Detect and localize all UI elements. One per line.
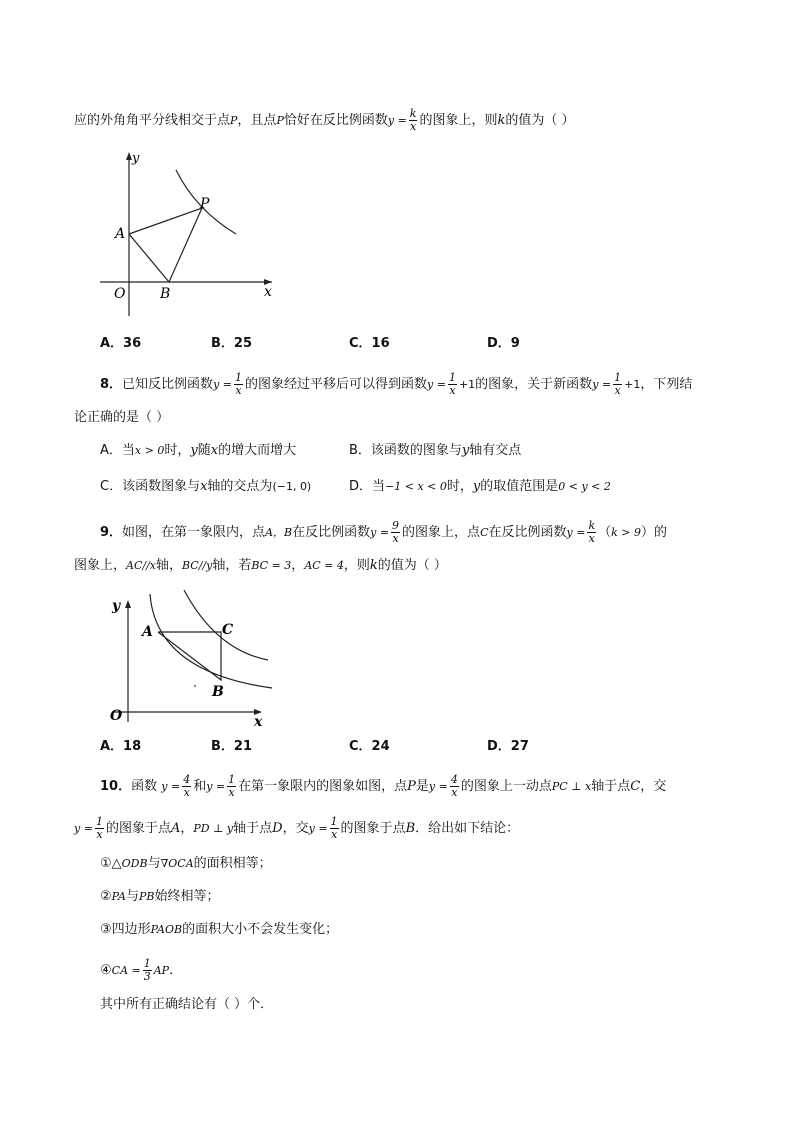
q7-text: 应的外角角平分线相交于点: [74, 113, 231, 128]
q9-option-c: C．24: [349, 739, 390, 754]
q9-y-arrow: [125, 600, 131, 608]
q7-y-eq: y =: [387, 114, 407, 127]
q9-label-x: x: [254, 714, 263, 730]
q7-option-b: B．25: [211, 336, 252, 351]
q7-label-x: x: [264, 284, 272, 300]
q9-label-b: B: [212, 684, 224, 700]
q10-line1: 10．函数 y = $\frac{4}{x}$ 和y = $\frac{1}{x}$ 在第一象限内的图象如图，点P是y = $\frac{4}{x}$ 的图象上一动点PC ⊥ x轴于点C，交: [100, 773, 667, 799]
q8-option-d: D．当−1 < x < 0时，y的取值范围是0 < y < 2: [349, 479, 611, 494]
q9-label-a: A: [142, 624, 153, 640]
q9-line1: 9．如图，在第一象限内，点A，B在反比例函数y = $\frac{9}{x}$ 的图象上，点C在反比例函数y = $\frac{k}{x}$ （k > 9）的: [100, 519, 668, 545]
q10-conclusion-2: ②PA与PB始终相等；: [100, 889, 220, 904]
q7-fraction: $\frac{k}{x}$: [409, 107, 417, 133]
q7-option-d: D．9: [487, 336, 520, 351]
q8-line1: 8．已知反比例函数y = $\frac{1}{x}$ 的图象经过平移后可以得到函数y = $\frac{1}{x}$ +1的图象，关于新函数y = $\frac{1}{x}$ +1，下列结: [100, 371, 693, 397]
q8-line2: 论正确的是（ ）: [74, 410, 170, 425]
q7-text: ，且点: [237, 113, 277, 128]
q7-label-o: O: [114, 286, 126, 302]
q7-text: 恰好在反比例函数: [283, 113, 388, 128]
q7-option-a: A．36: [100, 336, 142, 351]
q8-number: 8．: [100, 377, 123, 392]
q9-label-o: O: [110, 708, 123, 724]
q7-var-k: k: [497, 113, 506, 128]
q7-label-a: A: [115, 226, 126, 242]
q9-number: 9．: [100, 525, 123, 540]
q7-label-b: B: [160, 286, 171, 302]
q8-option-c: C．该函数图象与x轴的交点为(−1, 0): [100, 479, 312, 494]
q7-label-y: y: [132, 151, 140, 166]
q7-var-p: P: [276, 114, 284, 127]
q10-final-question: 其中所有正确结论有（ ）个．: [100, 997, 274, 1012]
q9-label-y: y: [112, 598, 121, 614]
q7-var-p: P: [230, 114, 238, 127]
q7-label-p: P: [200, 196, 210, 212]
q7-text: 的值为（ ）: [505, 113, 575, 128]
q9-line2: 图象上，AC//x轴，BC//y轴，若BC = 3，AC = 4，则k的值为（ ）: [74, 558, 447, 573]
q9-option-b: B．21: [211, 739, 252, 754]
q8-option-a: A．当x > 0时，y随x的增大而增大: [100, 443, 297, 458]
q9-option-a: A．18: [100, 739, 142, 754]
q9-option-d: D．27: [487, 739, 529, 754]
q10-line2: y = $\frac{1}{x}$ 的图象于点A，PD ⊥ y轴于点D，交y = $\frac{1}{x}$ 的图象于点B．给出如下结论：: [74, 815, 520, 841]
q8-option-b: B．该函数的图象与y轴有交点: [349, 443, 522, 458]
q9-dot: [194, 685, 196, 687]
q9-figure: [100, 588, 280, 730]
q7-triangle: [129, 208, 202, 282]
q9-curve-inner: [150, 594, 272, 688]
q7-text-line: [74, 108, 575, 133]
q7-figure: [96, 148, 286, 320]
q7-option-c: C．16: [349, 336, 390, 351]
q10-conclusion-3: ③四边形PAOB的面积大小不会发生变化；: [100, 922, 339, 937]
q9-triangle: [158, 632, 221, 680]
q9-label-c: C: [222, 622, 234, 638]
q7-text: 的图象上，则: [419, 113, 498, 128]
q10-conclusion-1: ①△ODB与∇OCA的面积相等；: [100, 856, 272, 871]
q10-conclusion-4: ④CA = $\frac{1}{3}$ AP．: [100, 957, 183, 983]
q10-number: 10．: [100, 779, 132, 794]
